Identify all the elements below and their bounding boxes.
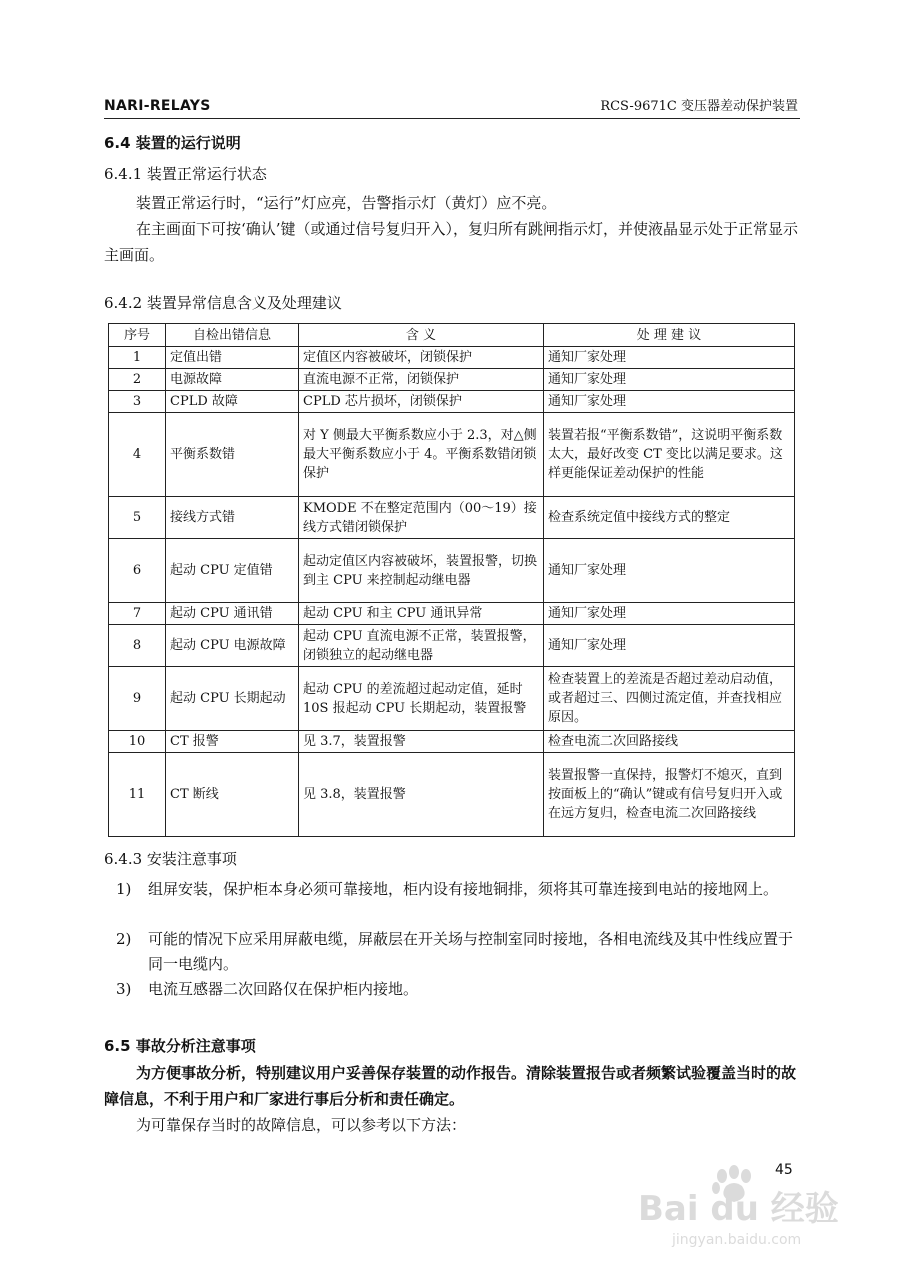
cell-suggestion: 检查装置上的差流是否超过差动启动值，或者超过三、四侧过流定值，并查找相应原因。 — [544, 667, 795, 731]
cell-error: 接线方式错 — [166, 497, 299, 539]
table-row — [109, 413, 795, 497]
table-row — [109, 667, 795, 731]
accident-analysis-paragraph: 为方便事故分析，特别建议用户妥善保存装置的动作报告。清除装置报告或者频繁试验覆盖当时的故障信息，不利于用户和厂家进行事后分析和责任确定。 — [104, 1064, 797, 1108]
cell-meaning: 起动定值区内容被破坏，装置报警，切换到主 CPU 来控制起动继电器 — [299, 539, 544, 603]
fault-info-paragraph: 为可靠保存当时的故障信息，可以参考以下方法： — [136, 1116, 467, 1134]
cell-meaning: 直流电源不正常，闭锁保护 — [299, 369, 544, 391]
table-header-row — [109, 324, 795, 347]
cell-suggestion: 装置若报“平衡系数错”，这说明平衡系数太大，最好改变 CT 变比以满足要求。这样更能保证差动保护的性能 — [544, 413, 795, 497]
table-row — [109, 539, 795, 603]
cell-error: 定值出错 — [166, 347, 299, 369]
column-header-error-info: 自检出错信息 — [166, 324, 299, 347]
table-row — [109, 731, 795, 753]
cell-suggestion: 通知厂家处理 — [544, 539, 795, 603]
cell-error: 起动 CPU 定值错 — [166, 539, 299, 603]
cell-no: 5 — [109, 497, 166, 539]
section-6-4-2-heading: 6.4.2 装置异常信息含义及处理建议 — [104, 294, 342, 312]
error-info-table — [108, 323, 795, 837]
cell-no: 4 — [109, 413, 166, 497]
cell-error: CT 报警 — [166, 731, 299, 753]
cell-no: 9 — [109, 667, 166, 731]
page-header — [104, 92, 800, 119]
list-item-text: 可能的情况下应采用屏蔽电缆，屏蔽层在开关场与控制室同时接地，各相电流线及其中性线应置于同一电缆内。 — [148, 930, 794, 973]
cell-suggestion: 检查系统定值中接线方式的整定 — [544, 497, 795, 539]
baidu-jingyan-watermark — [630, 1160, 860, 1250]
cell-error: 起动 CPU 电源故障 — [166, 625, 299, 667]
list-item-number: 1) — [116, 880, 132, 898]
cell-error: 电源故障 — [166, 369, 299, 391]
cell-error: CT 断线 — [166, 753, 299, 837]
column-header-meaning: 含 义 — [299, 324, 544, 347]
cell-suggestion: 通知厂家处理 — [544, 603, 795, 625]
section-6-4-heading: 6.4 装置的运行说明 — [104, 134, 241, 152]
page-number: 45 — [775, 1162, 793, 1178]
cell-meaning: 见 3.8，装置报警 — [299, 753, 544, 837]
list-item-text: 组屏安装，保护柜本身必须可靠接地，柜内设有接地铜排，须将其可靠连接到电站的接地网上。 — [148, 880, 779, 898]
cell-meaning: 起动 CPU 和主 CPU 通讯异常 — [299, 603, 544, 625]
cell-meaning: 定值区内容被破坏，闭锁保护 — [299, 347, 544, 369]
cell-no: 7 — [109, 603, 166, 625]
column-header-suggestion: 处 理 建 议 — [544, 324, 795, 347]
section-6-4-1-heading: 6.4.1 装置正常运行状态 — [104, 165, 267, 183]
table-row — [109, 603, 795, 625]
list-item — [104, 977, 800, 1002]
cell-no: 2 — [109, 369, 166, 391]
cell-no: 6 — [109, 539, 166, 603]
document-title: RCS-9671C 变压器差动保护装置 — [600, 99, 798, 114]
section-6-4-3-heading: 6.4.3 安装注意事项 — [104, 850, 237, 868]
list-item — [104, 927, 800, 977]
watermark-logo-text: Bai du 经验 — [638, 1189, 839, 1229]
cell-error: 平衡系数错 — [166, 413, 299, 497]
table-row — [109, 369, 795, 391]
normal-state-paragraph-1: 装置正常运行时，“运行”灯应亮，告警指示灯（黄灯）应不亮。 — [136, 194, 557, 212]
cell-meaning: 起动 CPU 的差流超过起动定值，延时 10S 报起动 CPU 长期起动，装置报警 — [299, 667, 544, 731]
table-row — [109, 497, 795, 539]
cell-suggestion: 通知厂家处理 — [544, 369, 795, 391]
cell-meaning: CPLD 芯片损坏，闭锁保护 — [299, 391, 544, 413]
table-row — [109, 625, 795, 667]
section-6-5-heading: 6.5 事故分析注意事项 — [104, 1037, 256, 1055]
cell-no: 8 — [109, 625, 166, 667]
cell-meaning: 对 Y 侧最大平衡系数应小于 2.3，对△侧最大平衡系数应小于 4。平衡系数错闭锁保护 — [299, 413, 544, 497]
list-item-text: 电流互感器二次回路仅在保护柜内接地。 — [148, 980, 419, 998]
cell-error: CPLD 故障 — [166, 391, 299, 413]
cell-error: 起动 CPU 通讯错 — [166, 603, 299, 625]
cell-no: 1 — [109, 347, 166, 369]
column-header-no: 序号 — [109, 324, 166, 347]
watermark-url: jingyan.baidu.com — [672, 1232, 802, 1248]
cell-error: 起动 CPU 长期起动 — [166, 667, 299, 731]
cell-suggestion: 通知厂家处理 — [544, 391, 795, 413]
cell-meaning: 见 3.7，装置报警 — [299, 731, 544, 753]
cell-suggestion: 通知厂家处理 — [544, 347, 795, 369]
brand-name: NARI-RELAYS — [104, 98, 211, 114]
table-row — [109, 753, 795, 837]
list-item — [104, 877, 800, 902]
cell-no: 10 — [109, 731, 166, 753]
normal-state-paragraph-2: 在主画面下可按‘确认’键（或通过信号复归开入），复归所有跳闸指示灯，并使液晶显示处于正常显示主画面。 — [104, 220, 799, 264]
list-item-number: 2) — [116, 930, 132, 948]
cell-suggestion: 通知厂家处理 — [544, 625, 795, 667]
cell-no: 11 — [109, 753, 166, 837]
table-row — [109, 347, 795, 369]
cell-suggestion: 检查电流二次回路接线 — [544, 731, 795, 753]
cell-meaning: 起动 CPU 直流电源不正常，装置报警，闭锁独立的起动继电器 — [299, 625, 544, 667]
cell-meaning: KMODE 不在整定范围内（00～19）接线方式错闭锁保护 — [299, 497, 544, 539]
list-item-number: 3) — [116, 980, 132, 998]
cell-no: 3 — [109, 391, 166, 413]
cell-suggestion: 装置报警一直保持，报警灯不熄灭，直到按面板上的“确认”键或有信号复归开入或在远方复归，检查电流二次回路接线 — [544, 753, 795, 837]
table-row — [109, 391, 795, 413]
